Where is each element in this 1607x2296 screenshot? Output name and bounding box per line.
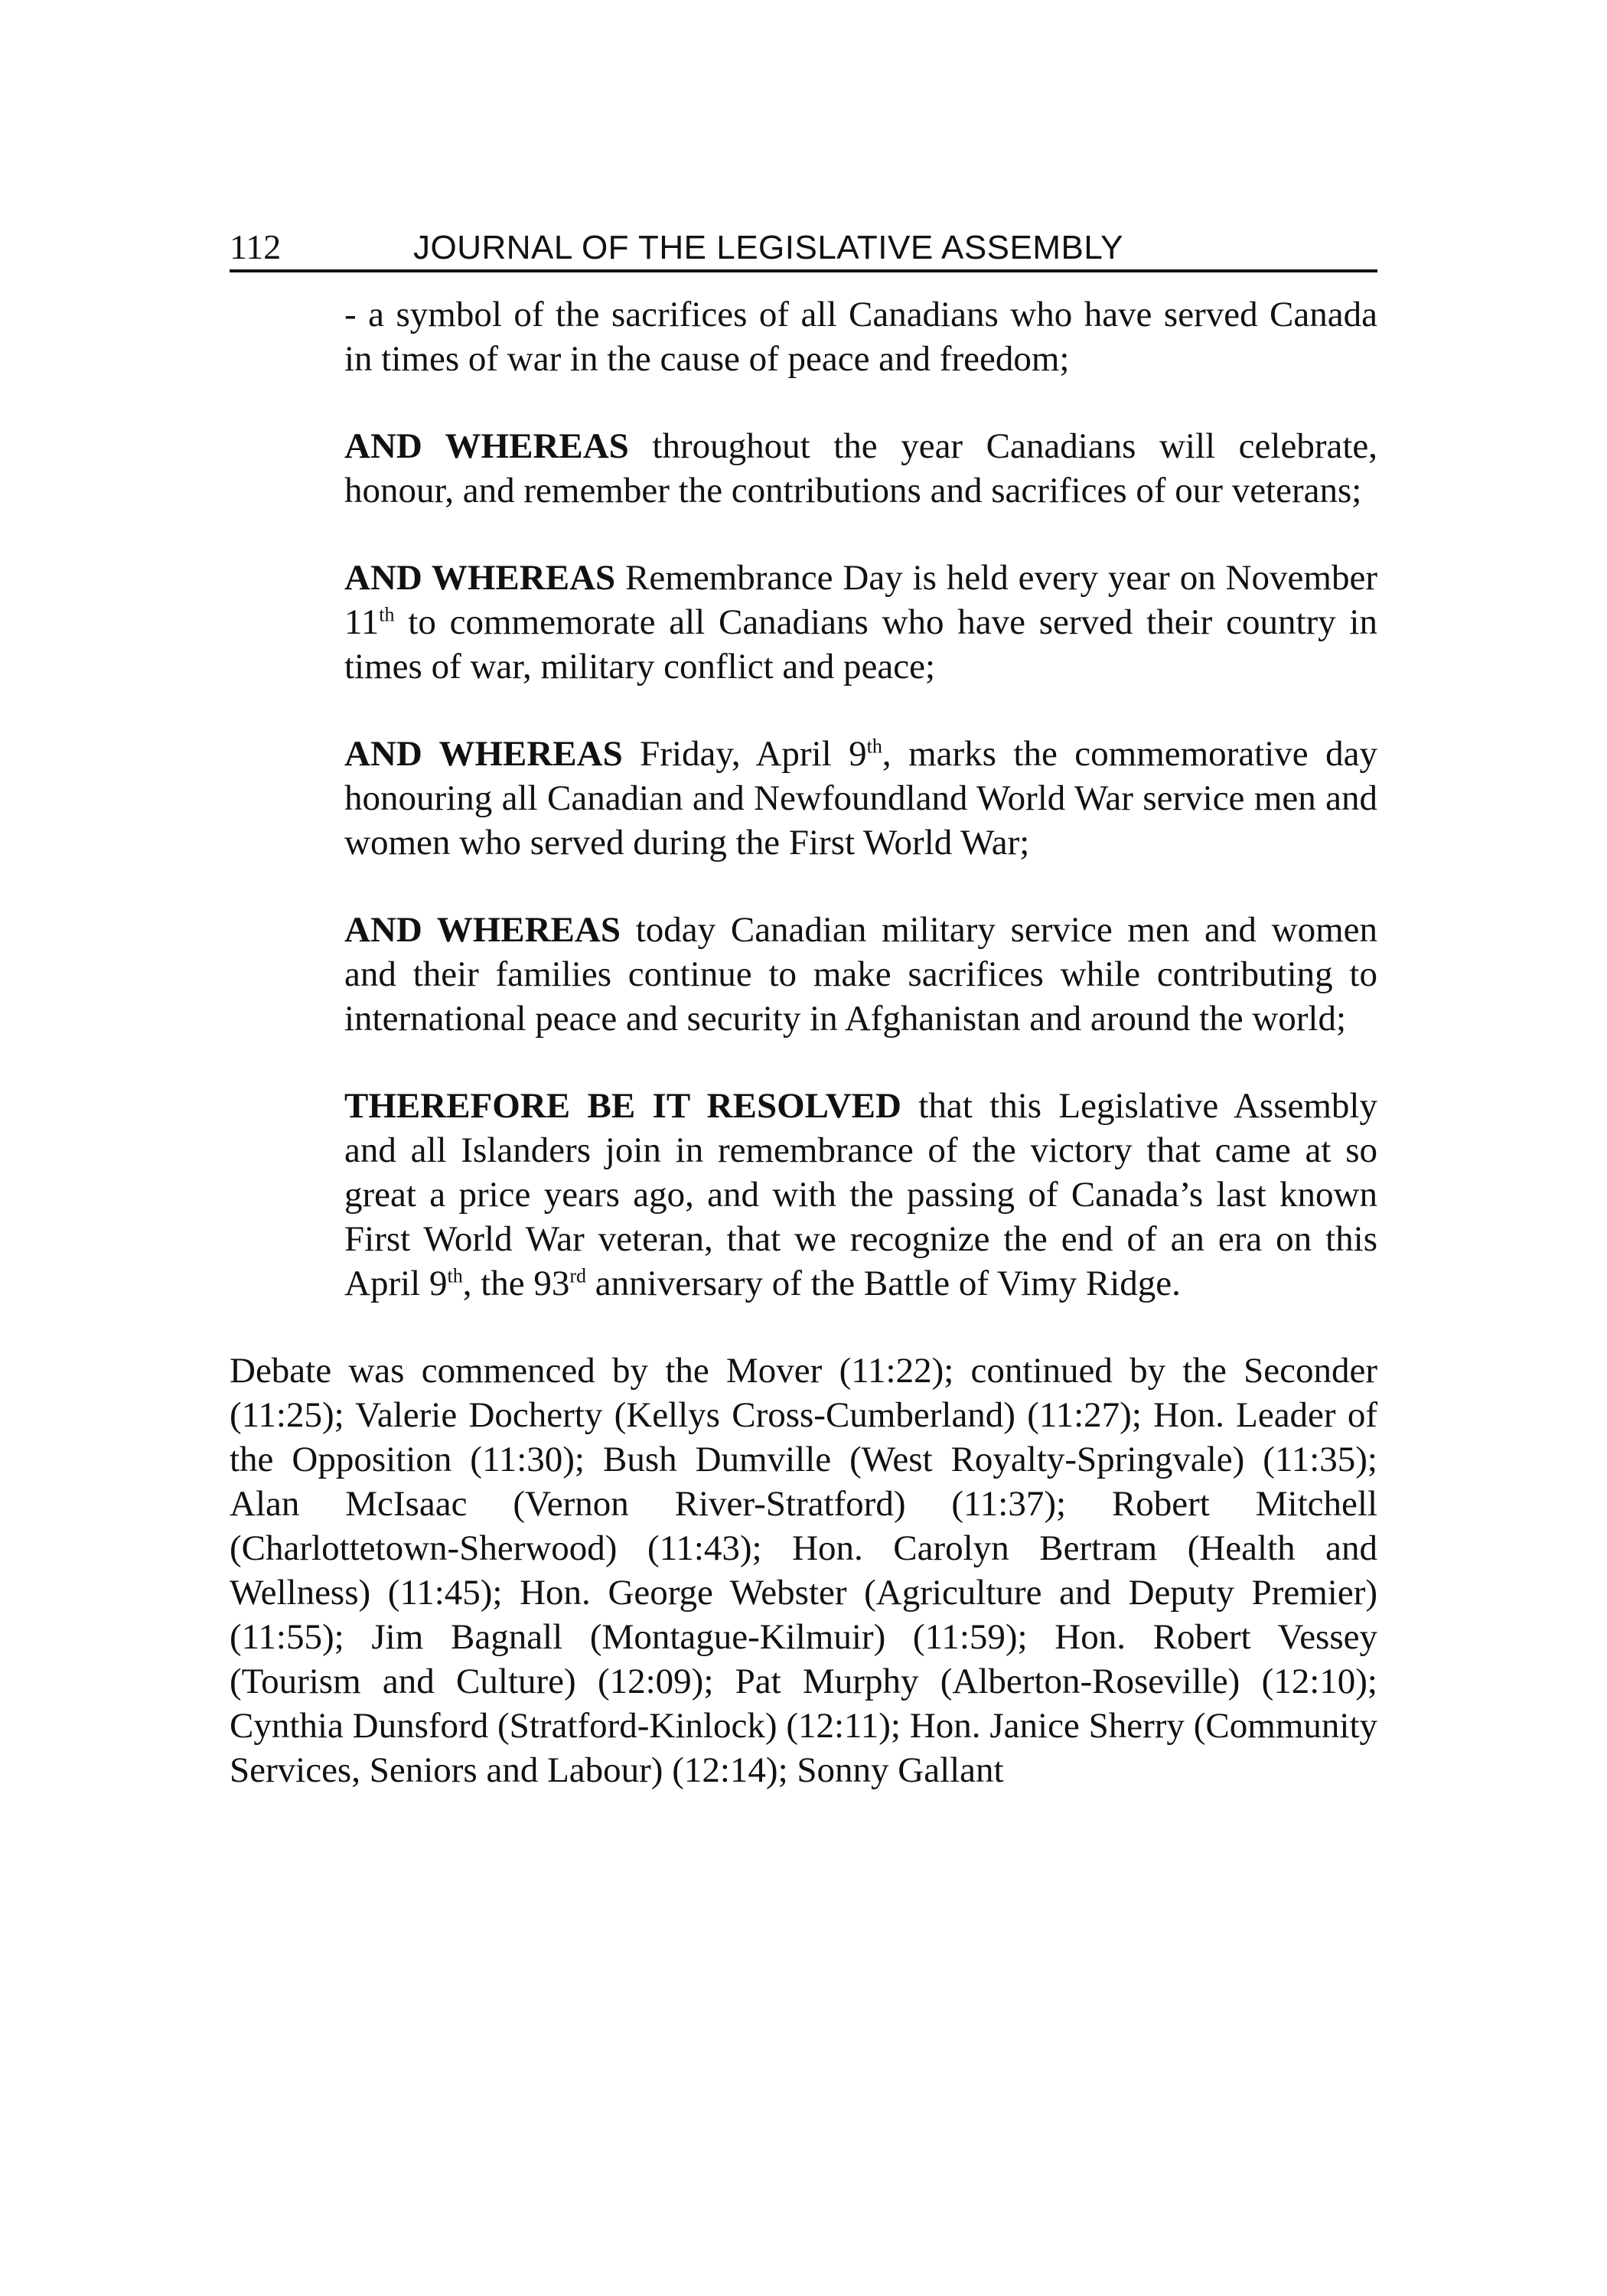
page-number: 112 (230, 227, 282, 266)
whereas-text: to commemorate all Canadians who have served their country in times of war, military conflict and peace; (344, 602, 1377, 687)
whereas-paragraph-1 (344, 424, 1377, 513)
whereas-paragraph-2 (344, 556, 1377, 689)
whereas-text: Remembrance Day is held every year on November 11 (344, 558, 1377, 642)
whereas-text: today Canadian military service men and women and their families continue to make sacrifices while contributing to international peace and security in Afghanistan and around the world; (344, 910, 1377, 1039)
ordinal-suffix: rd (569, 1264, 587, 1287)
resolved-text: , the 93 (462, 1264, 570, 1303)
resolved-text: anniversary of the Battle of Vimy Ridge. (586, 1264, 1181, 1303)
whereas-lead: AND WHEREAS (344, 910, 621, 950)
whereas-text: throughout the year Canadians will celebrate, honour, and remember the contributions and sacrifices of our veterans; (344, 426, 1377, 510)
whereas-lead: AND WHEREAS (344, 734, 623, 774)
page-header (230, 227, 1377, 272)
whereas-paragraph-4 (344, 908, 1377, 1041)
resolution-block (344, 292, 1377, 1306)
whereas-paragraph-3 (344, 732, 1377, 865)
resolved-paragraph (344, 1084, 1377, 1306)
whereas-lead: AND WHEREAS (344, 426, 629, 466)
journal-page (230, 227, 1377, 1792)
ordinal-suffix: th (866, 735, 882, 758)
resolved-text: that this Legislative Assembly and all Islanders join in remembrance of the victory that came at so great a price years ago, and with the passing of Canada’s last known First World War veteran, that we recognize the end of an era on this April 9 (344, 1086, 1377, 1303)
whereas-text: Friday, April 9 (622, 734, 867, 774)
whereas-lead: AND WHEREAS (344, 558, 616, 598)
running-title: JOURNAL OF THE LEGISLATIVE ASSEMBLY (413, 229, 1123, 266)
debate-paragraph: Debate was commenced by the Mover (11:22); continued by the Seconder (11:25); Valerie Docherty (Kellys Cross-Cumberland) (11:27); Hon. Leader of the Opposition (11:30); Bush Dumville (West Royalty-Springvale) (11:35); Alan McIsaac (Vernon River-Stratford) (11:37); Robert Mitchell (Charlottetown-Sherwood) (11:43); Hon. Carolyn Bertram (Health and Wellness) (11:45); Hon. George Webster (Agriculture and Deputy Premier) (11:55); Jim Bagnall (Montague-Kilmuir) (11:59); Hon. Robert Vessey (Tourism and Culture) (12:09); Pat Murphy (Alberton-Roseville) (12:10); Cynthia Dunsford (Stratford-Kinlock) (12:11); Hon. Janice Sherry (Community Services, Seniors and Labour) (12:14); Sonny Gallant (230, 1351, 1377, 1790)
whereas-text: , marks the commemorative day honouring all Canadian and Newfoundland World War service men and women who served during the First World War; (344, 734, 1377, 863)
resolution-intro: - a symbol of the sacrifices of all Canadians who have served Canada in times of war in the cause of peace and freedom; (344, 295, 1377, 379)
resolved-lead: THEREFORE BE IT RESOLVED (344, 1086, 901, 1126)
ordinal-suffix: th (447, 1264, 463, 1287)
ordinal-suffix: th (379, 603, 395, 626)
